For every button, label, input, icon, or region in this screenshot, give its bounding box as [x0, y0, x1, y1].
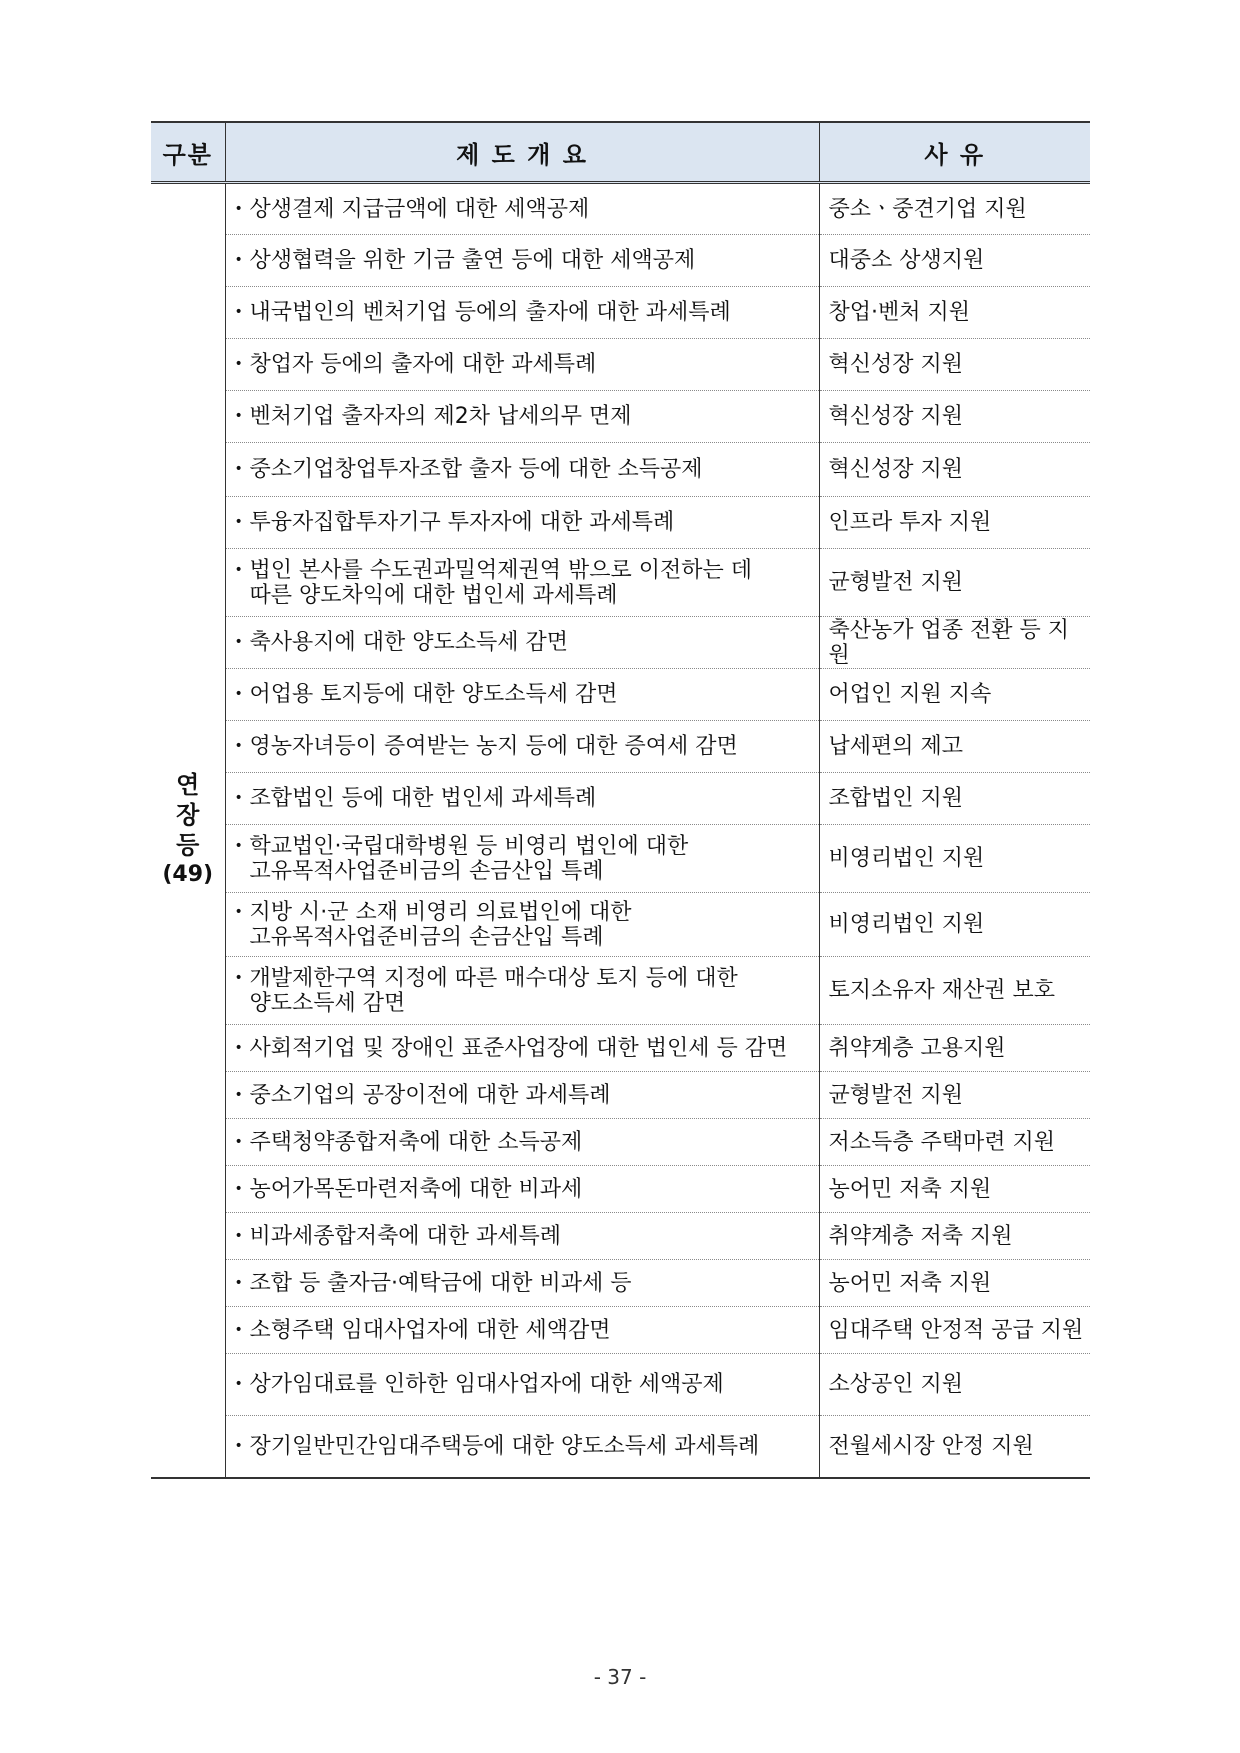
overview-line: 주택청약종합저축에 대한 소득공제 [249, 1129, 583, 1155]
list-item [235, 1224, 813, 1249]
bullet-icon: • [234, 837, 243, 854]
list-item [235, 1271, 813, 1296]
list-item [235, 1318, 813, 1343]
overview-text [250, 630, 569, 655]
table-row [151, 957, 1090, 1025]
bullet-icon: • [234, 356, 243, 372]
overview-text [250, 197, 590, 222]
overview-line: 법인 본사를 수도권과밀억제권역 밖으로 이전하는 데 [249, 557, 753, 583]
overview-line: 고유목적사업준비금의 손금산입 특례 [249, 924, 604, 950]
overview-line: 상가임대료를 인하한 임대사업자에 대한 세액공제 [249, 1372, 724, 1397]
overview-line: 조합 등 출자금·예탁금에 대한 비과세 등 [249, 1270, 632, 1296]
list-item [235, 558, 813, 608]
bullet-icon: • [234, 1321, 243, 1338]
overview-text [250, 248, 696, 273]
reason-cell: 혁신성장 지원 [819, 391, 1090, 443]
overview-line: 양도소득세 감면 [249, 990, 406, 1016]
table-row [151, 773, 1090, 825]
reason-cell: 비영리법인 지원 [819, 893, 1090, 957]
bullet-icon: • [234, 634, 243, 650]
overview-text [250, 1130, 583, 1155]
bullet-icon: • [234, 408, 243, 424]
tax-measures-table [151, 121, 1090, 1479]
overview-line: 고유목적사업준비금의 손금산입 특례 [249, 858, 604, 884]
reason-cell: 취약계층 고용지원 [819, 1025, 1090, 1072]
overview-line: 어업용 토지등에 대한 양도소득세 감면 [249, 682, 618, 707]
overview-line: 비과세종합저축에 대한 과세특례 [249, 1223, 562, 1249]
bullet-icon: • [234, 561, 243, 578]
list-item [235, 404, 813, 429]
table-row [151, 1119, 1090, 1166]
reason-cell: 균형발전 지원 [819, 549, 1090, 617]
reason-cell: 임대주택 안정적 공급 지원 [819, 1307, 1090, 1354]
table-row [151, 183, 1090, 235]
table-row [151, 617, 1090, 669]
bullet-icon: • [234, 1437, 243, 1454]
reason-cell: 대중소 상생지원 [819, 235, 1090, 287]
bullet-icon: • [234, 200, 243, 217]
overview-line: 상생결제 지급금액에 대한 세액공제 [249, 196, 590, 222]
overview-cell [225, 549, 819, 617]
bullet-icon: • [234, 903, 243, 920]
list-item [235, 457, 813, 482]
reason-cell: 조합법인 지원 [819, 773, 1090, 825]
overview-cell [225, 1213, 819, 1260]
bullet-icon: • [234, 969, 243, 986]
table-row [151, 1260, 1090, 1307]
table-row [151, 1354, 1090, 1416]
reason-cell: 어업인 지원 지속 [819, 669, 1090, 721]
list-item [235, 900, 813, 950]
reason-cell: 인프라 투자 지원 [819, 497, 1090, 549]
reason-cell: 전월세시장 안정 지원 [819, 1416, 1090, 1478]
overview-text [250, 1372, 724, 1397]
table-row [151, 893, 1090, 957]
table-row [151, 1213, 1090, 1260]
overview-cell [225, 391, 819, 443]
reason-cell: 농어민 저축 지원 [819, 1260, 1090, 1307]
list-item [235, 1177, 813, 1202]
list-item [235, 248, 813, 273]
list-item [235, 197, 813, 222]
overview-cell [225, 1354, 819, 1416]
reason-cell: 균형발전 지원 [819, 1072, 1090, 1119]
overview-line: 영농자녀등이 증여받는 농지 등에 대한 증여세 감면 [249, 734, 738, 759]
category-label [151, 770, 225, 890]
overview-line: 상생협력을 위한 기금 출연 등에 대한 세액공제 [249, 248, 696, 273]
header-overview: 제 도 개 요 [225, 122, 819, 183]
overview-cell [225, 287, 819, 339]
reason-cell: 소상공인 지원 [819, 1354, 1090, 1416]
category-char: 등 [176, 831, 200, 860]
list-item [235, 682, 813, 707]
overview-cell [225, 497, 819, 549]
list-item [235, 1083, 813, 1108]
category-char: 장 [176, 801, 200, 830]
overview-cell [225, 669, 819, 721]
overview-line: 개발제한구역 지정에 따른 매수대상 토지 등에 대한 [249, 965, 738, 991]
list-item [235, 834, 813, 884]
table-row [151, 235, 1090, 287]
overview-cell [225, 825, 819, 893]
list-item [235, 734, 813, 759]
bullet-icon: • [234, 1180, 243, 1197]
reason-cell: 취약계층 저축 지원 [819, 1213, 1090, 1260]
overview-text [250, 682, 618, 707]
reason-cell: 농어민 저축 지원 [819, 1166, 1090, 1213]
overview-cell [225, 1025, 819, 1072]
overview-line: 따른 양도차익에 대한 법인세 과세특례 [249, 582, 618, 608]
reason-cell: 토지소유자 재산권 보호 [819, 957, 1090, 1025]
overview-text [250, 1318, 611, 1343]
table-row [151, 549, 1090, 617]
table-row [151, 497, 1090, 549]
list-item [235, 300, 813, 325]
overview-line: 지방 시·군 소재 비영리 의료법인에 대한 [249, 899, 632, 925]
overview-line: 중소기업의 공장이전에 대한 과세특례 [249, 1082, 611, 1108]
reason-cell: 혁신성장 지원 [819, 443, 1090, 497]
reason-cell: 납세편의 제고 [819, 721, 1090, 773]
reason-cell: 혁신성장 지원 [819, 339, 1090, 391]
category-cell [151, 183, 225, 1478]
overview-cell [225, 235, 819, 287]
bullet-icon: • [234, 1227, 243, 1244]
table-row [151, 391, 1090, 443]
overview-text [250, 457, 703, 482]
overview-text [250, 1177, 583, 1202]
table-row [151, 443, 1090, 497]
overview-text [250, 558, 753, 608]
table-row [151, 669, 1090, 721]
overview-line: 학교법인·국립대학병원 등 비영리 법인에 대한 [249, 833, 689, 859]
reason-cell: 창업·벤처 지원 [819, 287, 1090, 339]
overview-text [250, 1434, 760, 1459]
list-item [235, 630, 813, 655]
bullet-icon: • [234, 1039, 243, 1056]
overview-line: 농어가목돈마련저축에 대한 비과세 [249, 1176, 583, 1202]
overview-text [250, 834, 689, 884]
table-row [151, 287, 1090, 339]
table-row [151, 1166, 1090, 1213]
overview-text [250, 1224, 562, 1249]
overview-line: 창업자 등에의 출자에 대한 과세특례 [249, 352, 597, 377]
overview-text [250, 734, 738, 759]
header-reason: 사 유 [819, 122, 1090, 183]
reason-cell: 비영리법인 지원 [819, 825, 1090, 893]
overview-line: 조합법인 등에 대한 법인세 과세특례 [249, 786, 597, 811]
overview-cell [225, 1072, 819, 1119]
overview-text [250, 352, 597, 377]
overview-cell [225, 443, 819, 497]
overview-text [250, 510, 675, 535]
overview-line: 소형주택 임대사업자에 대한 세액감면 [249, 1317, 611, 1343]
reason-cell: 중소ㆍ중견기업 지원 [819, 183, 1090, 235]
overview-cell [225, 957, 819, 1025]
list-item [235, 1130, 813, 1155]
list-item [235, 1434, 813, 1459]
overview-cell [225, 1260, 819, 1307]
overview-cell [225, 1166, 819, 1213]
list-item [235, 786, 813, 811]
bullet-icon: • [234, 1274, 243, 1291]
overview-cell [225, 1416, 819, 1478]
reason-cell: 저소득층 주택마련 지원 [819, 1119, 1090, 1166]
overview-cell [225, 1119, 819, 1166]
table-row [151, 1416, 1090, 1478]
table-row [151, 721, 1090, 773]
overview-text [250, 404, 632, 429]
overview-cell [225, 773, 819, 825]
table-row [151, 825, 1090, 893]
overview-text [250, 1036, 788, 1061]
list-item [235, 352, 813, 377]
table-header-row [151, 122, 1090, 183]
overview-cell [225, 183, 819, 235]
overview-cell [225, 893, 819, 957]
list-item [235, 1036, 813, 1061]
overview-line: 축사용지에 대한 양도소득세 감면 [249, 630, 569, 655]
bullet-icon: • [234, 1376, 243, 1392]
overview-cell [225, 617, 819, 669]
overview-line: 투융자집합투자기구 투자자에 대한 과세특례 [249, 510, 675, 535]
bullet-icon: • [234, 1086, 243, 1103]
reason-cell: 축산농가 업종 전환 등 지원 [819, 617, 1090, 669]
overview-text [250, 900, 632, 950]
bullet-icon: • [234, 738, 243, 754]
table-row [151, 1307, 1090, 1354]
page-number: - 37 - [593, 1665, 647, 1689]
table-body [151, 183, 1090, 1478]
list-item [235, 966, 813, 1016]
list-item [235, 510, 813, 535]
bullet-icon: • [234, 252, 243, 268]
bullet-icon: • [234, 514, 243, 530]
overview-line: 장기일반민간임대주택등에 대한 양도소득세 과세특례 [249, 1433, 760, 1459]
overview-text [250, 300, 731, 325]
bullet-icon: • [234, 1133, 243, 1150]
overview-cell [225, 339, 819, 391]
table-row [151, 1072, 1090, 1119]
overview-line: 벤처기업 출자자의 제2차 납세의무 면제 [249, 404, 632, 429]
overview-line: 내국법인의 벤처기업 등에의 출자에 대한 과세특례 [249, 300, 731, 325]
overview-text [250, 966, 738, 1016]
overview-text [250, 1271, 632, 1296]
bullet-icon: • [234, 790, 243, 806]
bullet-icon: • [234, 304, 243, 320]
overview-text [250, 1083, 611, 1108]
table-row [151, 1025, 1090, 1072]
overview-line: 중소기업창업투자조합 출자 등에 대한 소득공제 [249, 457, 703, 482]
overview-line: 사회적기업 및 장애인 표준사업장에 대한 법인세 등 감면 [249, 1035, 788, 1061]
overview-cell [225, 1307, 819, 1354]
table-row [151, 339, 1090, 391]
bullet-icon: • [234, 461, 243, 477]
category-char: 연 [176, 771, 200, 800]
bullet-icon: • [234, 686, 243, 702]
overview-text [250, 786, 597, 811]
overview-cell [225, 721, 819, 773]
header-category: 구분 [151, 122, 225, 183]
list-item [235, 1372, 813, 1397]
category-count: (49) [162, 862, 214, 888]
